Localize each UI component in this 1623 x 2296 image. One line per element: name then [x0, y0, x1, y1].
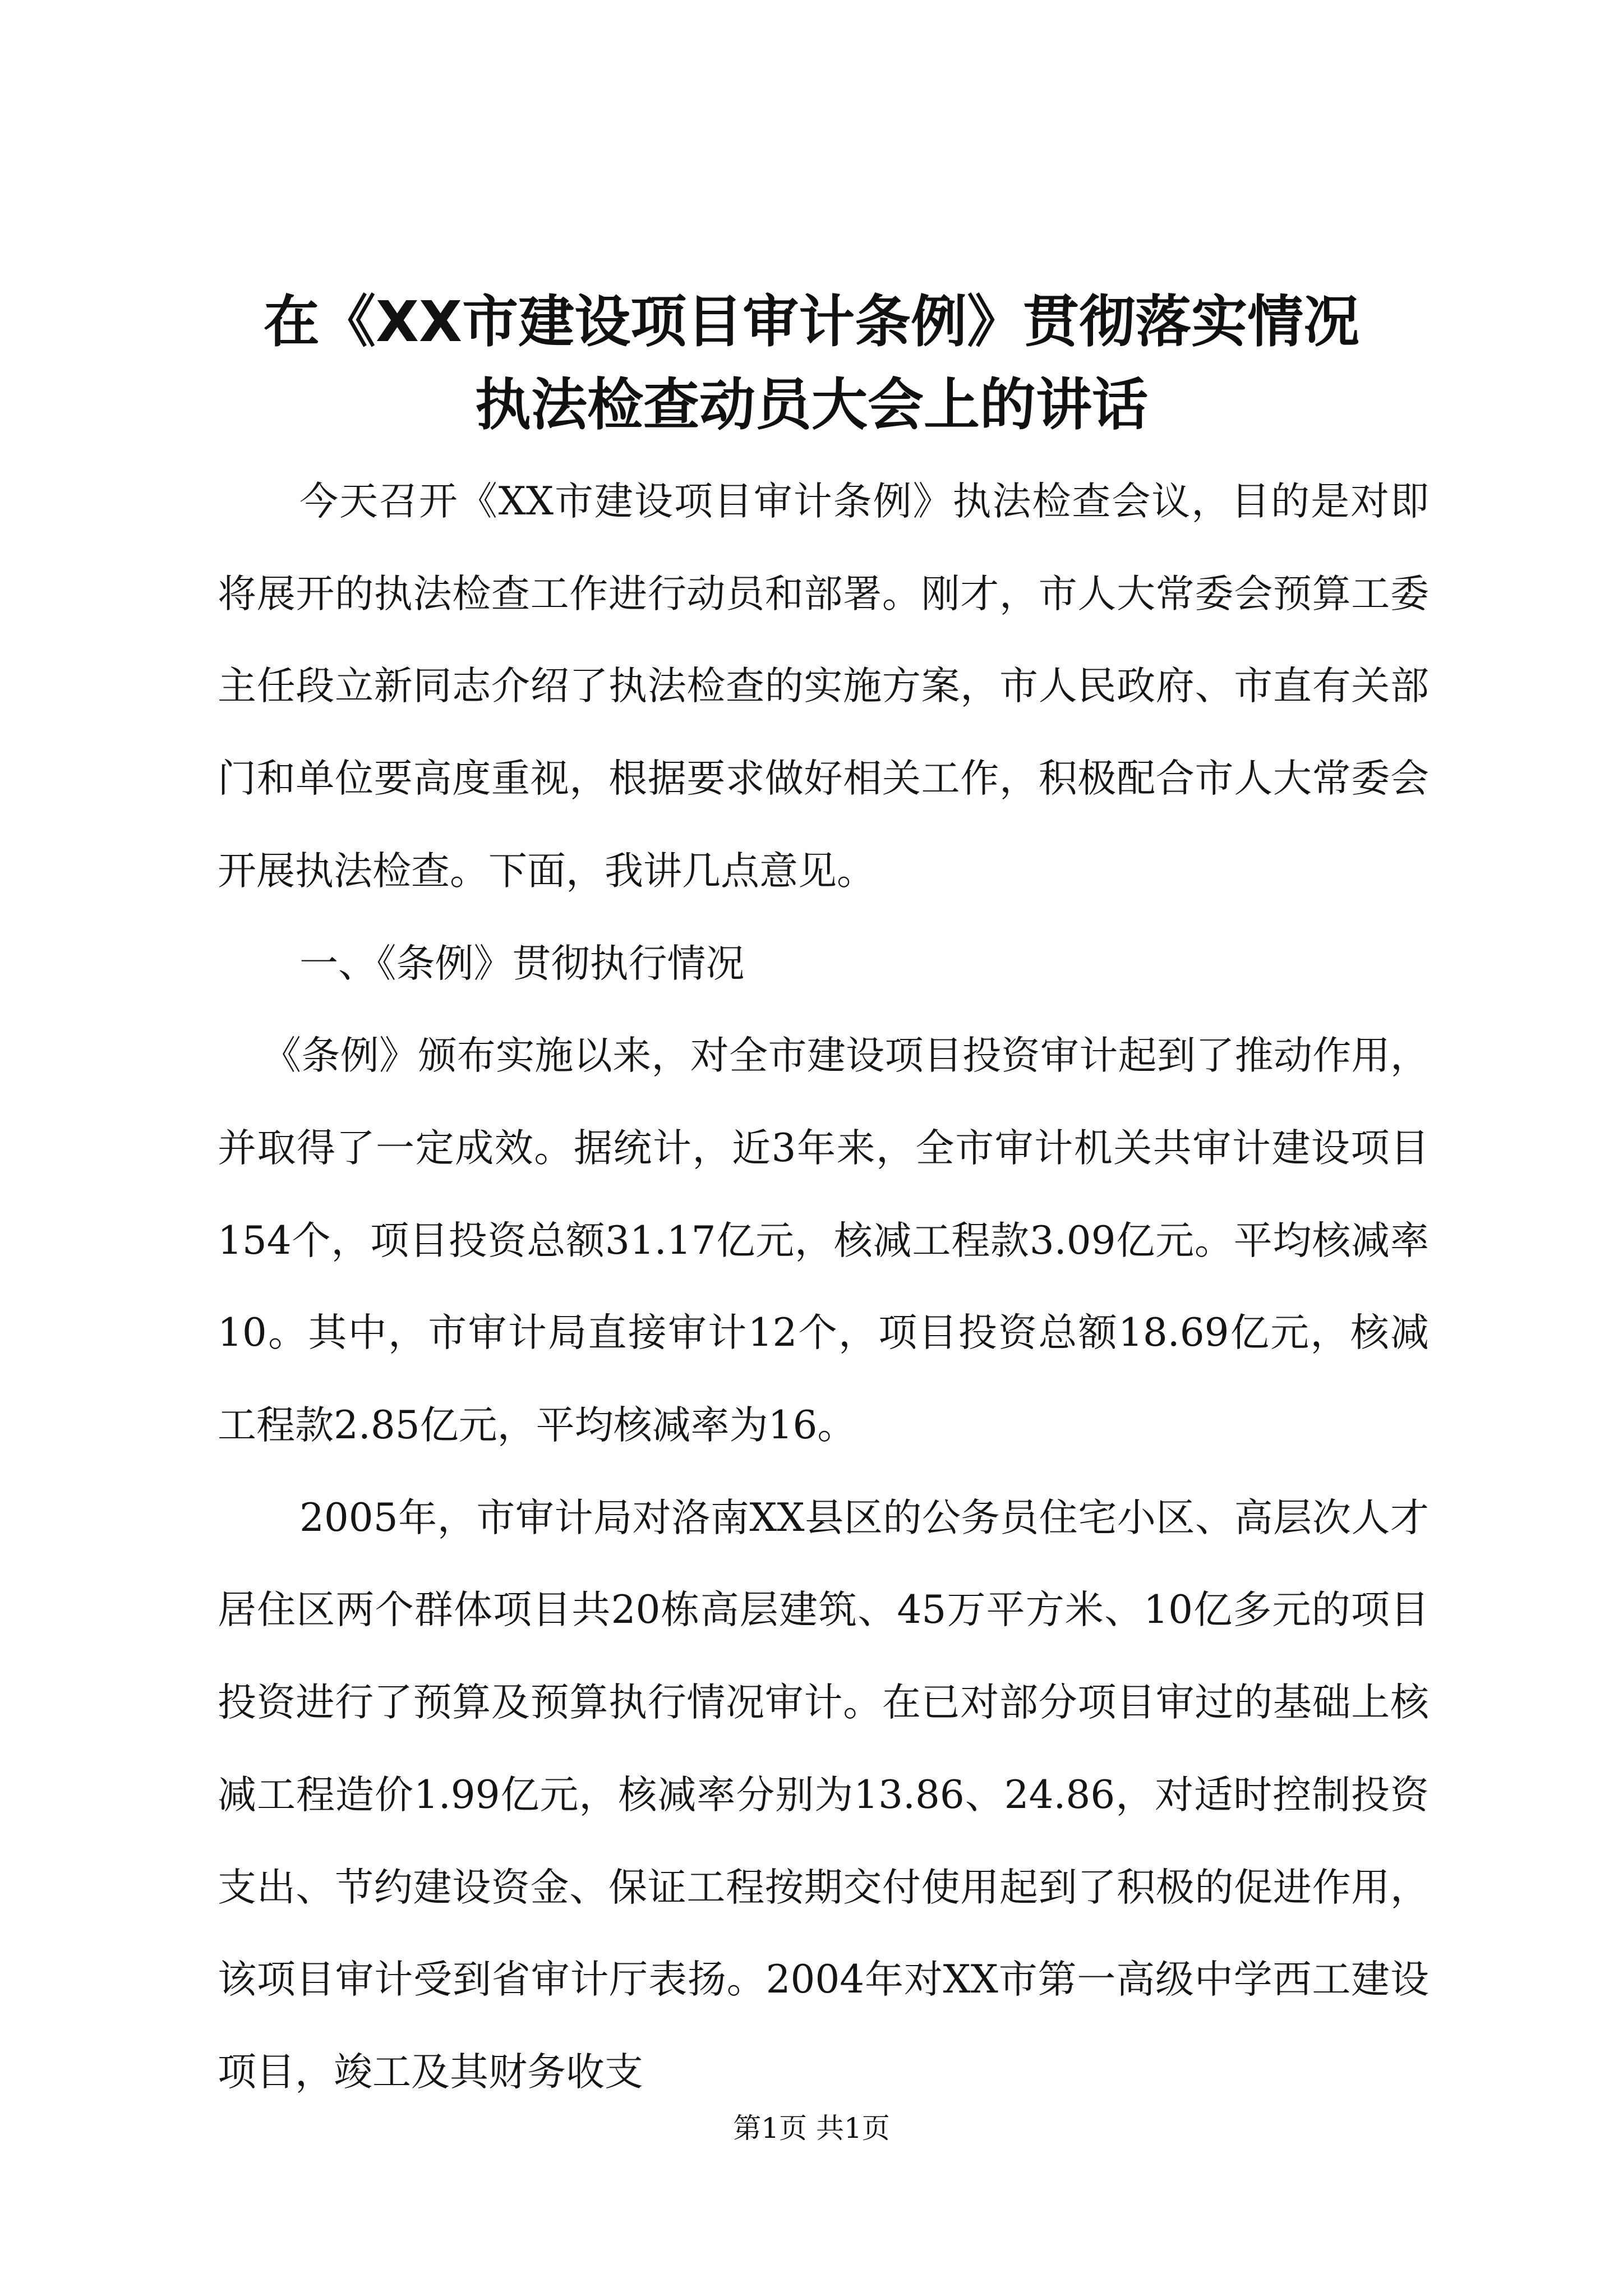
paragraph-statistics: 《条例》颁布实施以来，对全市建设项目投资审计起到了推动作用，并取得了一定成效。据统计，近3年来，全市审计机关共审计建设项目154个，项目投资总额31.17亿元，核减工程款3.09亿元。平均核减率10。其中，市审计局直接审计12个，项目投资总额18.69亿元，核减工程款2.85亿元，平均核减率为16。: [218, 1033, 1429, 1448]
paragraph-2005-audit: 2005年，市审计局对洛南XX县区的公务员住宅小区、高层次人才居住区两个群体项目共20栋高层建筑、45万平方米、10亿多元的项目投资进行了预算及预算执行情况审计。在已对部分项目审过的基础上核减工程造价1.99亿元，核减率分别为13.86、24.86，对适时控制投资支出、节约建设资金、保证工程按期交付使用起到了积极的促进作用，该项目审计受到省审计厅表扬。2004年对XX市第一高级中学西工建设项目，竣工及其财务收支: [218, 1495, 1429, 2095]
paragraph-intro: 今天召开《XX市建设项目审计条例》执法检查会议，目的是对即将展开的执法检查工作进行动员和部署。刚才，市人大常委会预算工委主任段立新同志介绍了执法检查的实施方案，市人民政府、市直有关部门和单位要高度重视，根据要求做好相关工作，积极配合市人大常委会开展执法检查。下面，我讲几点意见。: [218, 479, 1429, 894]
title-line-1: 在《XX市建设项目审计条例》贯彻落实情况: [263, 289, 1360, 355]
section-heading-1: 一、《条例》贯彻执行情况: [299, 941, 745, 986]
page-title: [168, 280, 1455, 447]
document-body: [218, 455, 1429, 2119]
page-footer: 第1页 共1页: [733, 2112, 890, 2145]
title-line-2: 执法检查动员大会上的讲话: [475, 372, 1148, 438]
